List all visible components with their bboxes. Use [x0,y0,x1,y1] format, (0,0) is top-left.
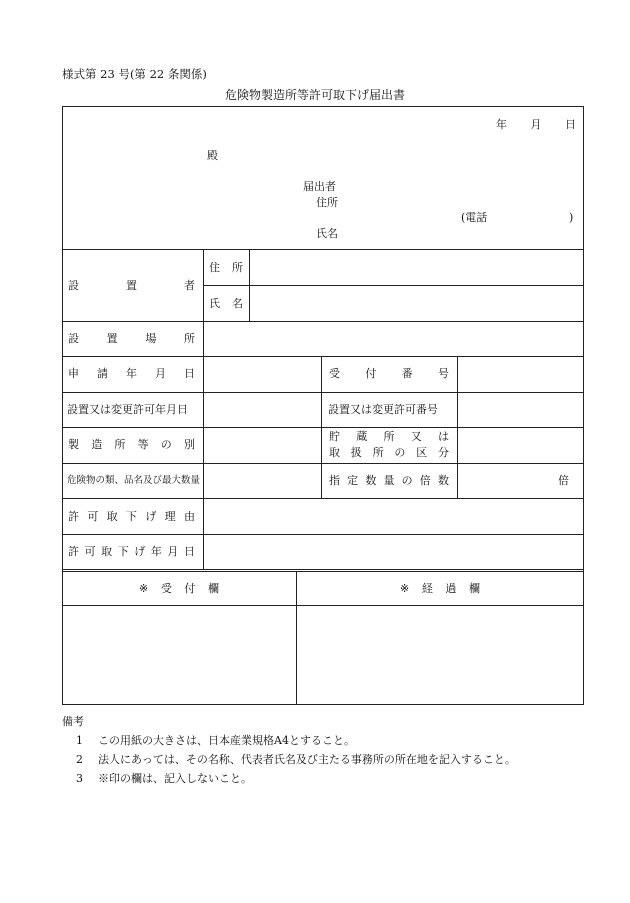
applicant-address-label: 住所 [316,196,338,209]
month-label: 月 [530,118,542,131]
applicant-phone-close: ) [569,211,574,224]
form-number: 様式第 23 号(第 22 条関係) [62,67,207,81]
reception-column-header: ※ 受 付 欄 [139,582,219,595]
multiple-unit: 倍 [558,474,569,487]
installer-name-label: 氏 名 [209,297,243,310]
notes-section [62,712,516,788]
hazmat-types-label: 危険物の類、品名及び最大数量 [67,475,201,486]
applicant-name-label: 氏名 [316,227,338,240]
installer-label: 設 置 者 [68,279,195,292]
withdrawal-date-label: 許 可 取 下 げ 年 月 日 [68,545,195,558]
facility-type-label: 製 造 所 等 の 別 [68,438,195,451]
location-label: 設 置 場 所 [68,332,195,345]
storage-label-line1: 貯 蔵 所 又 は [329,430,449,443]
multiple-label: 指 定 数 量 の 倍 数 [329,474,449,487]
reception-number-label: 受 付 番 号 [329,367,449,380]
year-label: 年 [496,118,507,131]
form-title: 危険物製造所等許可取下げ届出書 [224,88,405,102]
date-line [496,118,576,132]
addressee-suffix: 殿 [207,149,218,162]
applicant-phone-label: (電話 [461,211,488,224]
note-item: 2 法人にあっては、その名称、代表者氏名及び主たる事務所の所在地を記入すること。 [76,753,516,766]
permit-number-label: 設置又は変更許可番号 [328,403,438,416]
day-label: 日 [565,118,576,131]
note-item: 1 この用紙の大きさは、日本産業規格A4とすること。 [76,734,355,747]
withdrawal-reason-label: 許 可 取 下 げ 理 由 [68,510,195,523]
storage-label-line2: 取 扱 所 の 区 分 [329,446,449,459]
application-date-label: 申 請 年 月 日 [68,367,195,380]
installer-address-label: 住 所 [209,261,243,274]
applicant-label: 届出者 [303,180,336,193]
notes-heading: 備考 [62,715,84,728]
progress-column-header: ※ 経 過 欄 [400,582,480,595]
permit-date-label: 設置又は変更許可年月日 [67,403,188,416]
note-item: 3 ※印の欄は、記入しないこと。 [76,772,252,785]
